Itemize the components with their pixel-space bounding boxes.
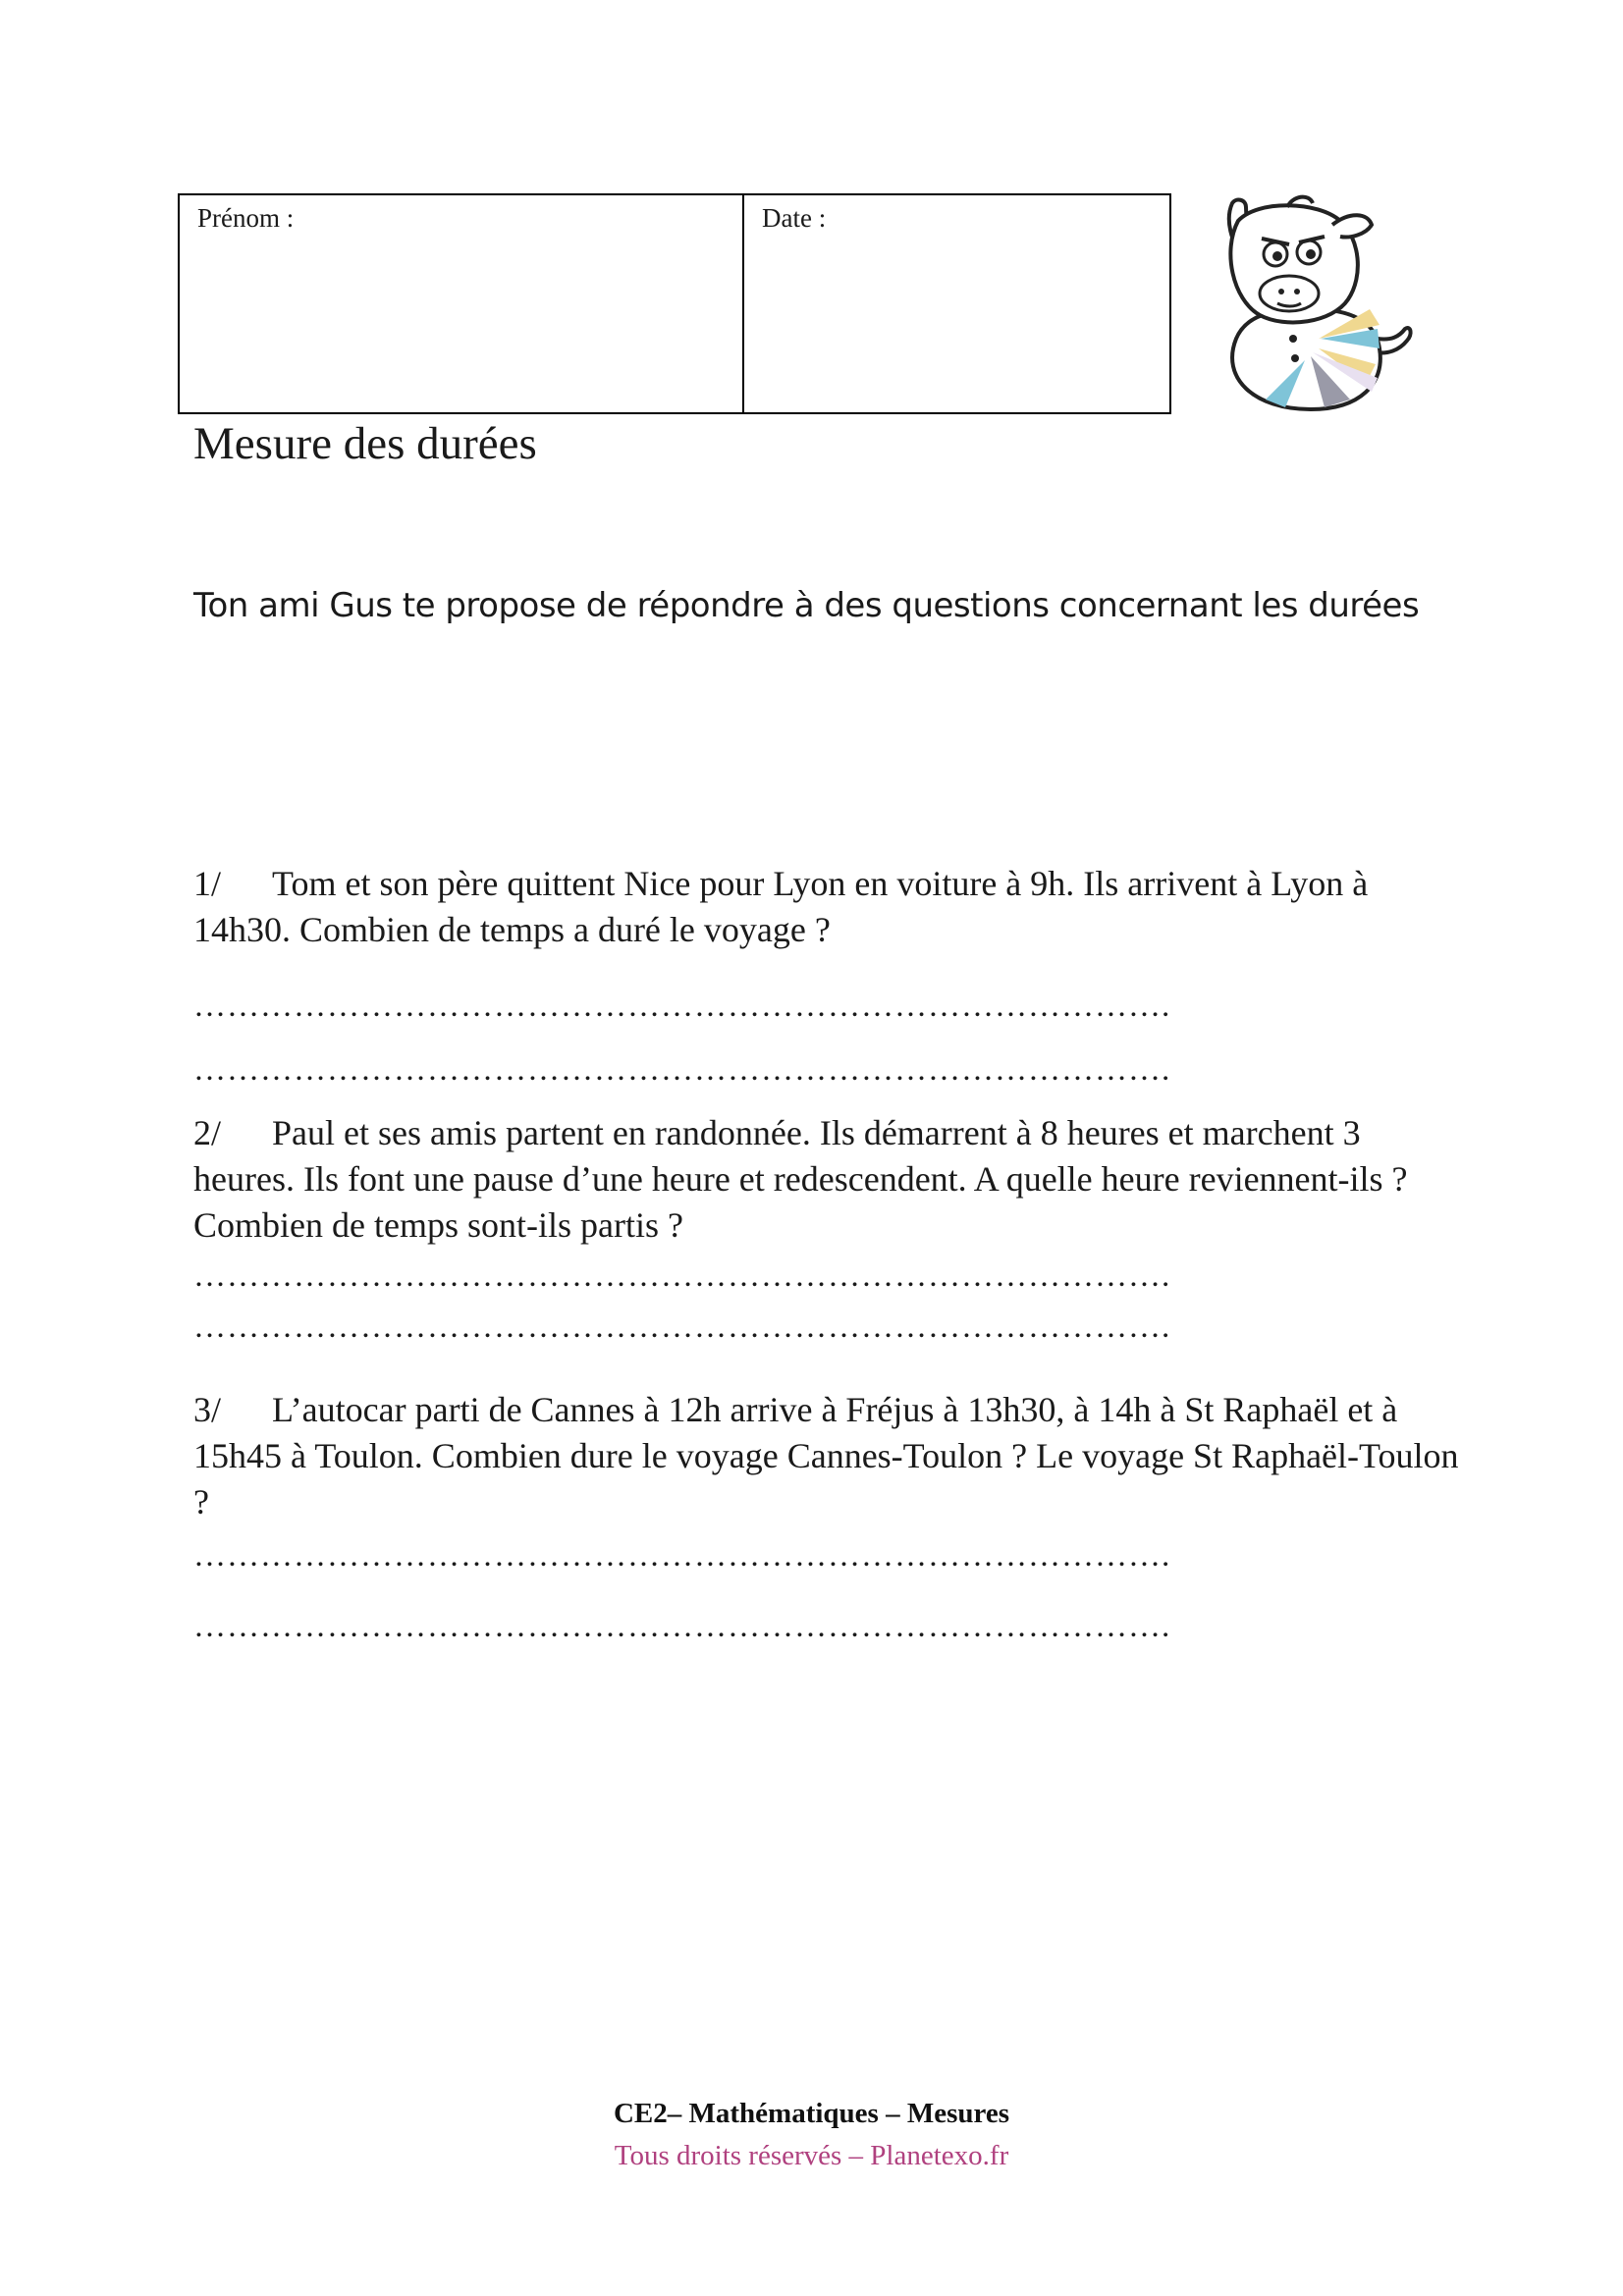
question-text: Paul et ses amis partent en randonnée. Ils démarrent à 8 heures et marchent 3 heures. Ils font une pause d’une heure et redescendent. A quelle heure reviennent-ils ? Combien de temps sont-ils partis ? — [193, 1113, 1408, 1245]
student-info-box — [178, 193, 1171, 414]
answer-line[interactable]: ……………………………………………………………………………. — [193, 1609, 1171, 1644]
page-title: Mesure des durées — [193, 418, 537, 469]
question-text: L’autocar parti de Cannes à 12h arrive à Fréjus à 13h30, à 14h à St Raphaël et à 15h45 à Toulon. Combien dure le voyage Cannes-Toulon ? Le voyage St Raphaël-Toulon ? — [193, 1390, 1459, 1522]
answer-line[interactable]: ……………………………………………………………………………. — [193, 1052, 1171, 1088]
footer-copyright: Tous droits réservés – Planetexo.fr — [614, 2140, 1009, 2171]
question-3 — [193, 1387, 1470, 1525]
answer-line[interactable]: ……………………………………………………………………………. — [193, 1309, 1171, 1345]
mascot-sheep-icon — [1203, 191, 1414, 417]
prenom-field[interactable] — [180, 195, 744, 412]
prenom-label: Prénom : — [197, 203, 295, 233]
intro-text: Ton ami Gus te propose de répondre à des questions concernant les durées — [193, 586, 1420, 625]
question-number: 3/ — [193, 1390, 222, 1429]
question-number: 1/ — [193, 864, 222, 903]
date-field[interactable] — [744, 195, 1169, 412]
question-text: Tom et son père quittent Nice pour Lyon en voiture à 9h. Ils arrivent à Lyon à 14h30. Combien de temps a duré le voyage ? — [193, 864, 1369, 949]
footer-title: CE2– Mathématiques – Mesures — [613, 2098, 1009, 2129]
question-number: 2/ — [193, 1113, 222, 1152]
answer-line[interactable]: ……………………………………………………………………………. — [193, 988, 1171, 1024]
answer-line[interactable]: ……………………………………………………………………………. — [193, 1538, 1171, 1574]
question-2 — [193, 1110, 1470, 1249]
question-1 — [193, 861, 1470, 953]
date-label: Date : — [762, 203, 827, 233]
answer-line[interactable]: ……………………………………………………………………………. — [193, 1258, 1171, 1294]
